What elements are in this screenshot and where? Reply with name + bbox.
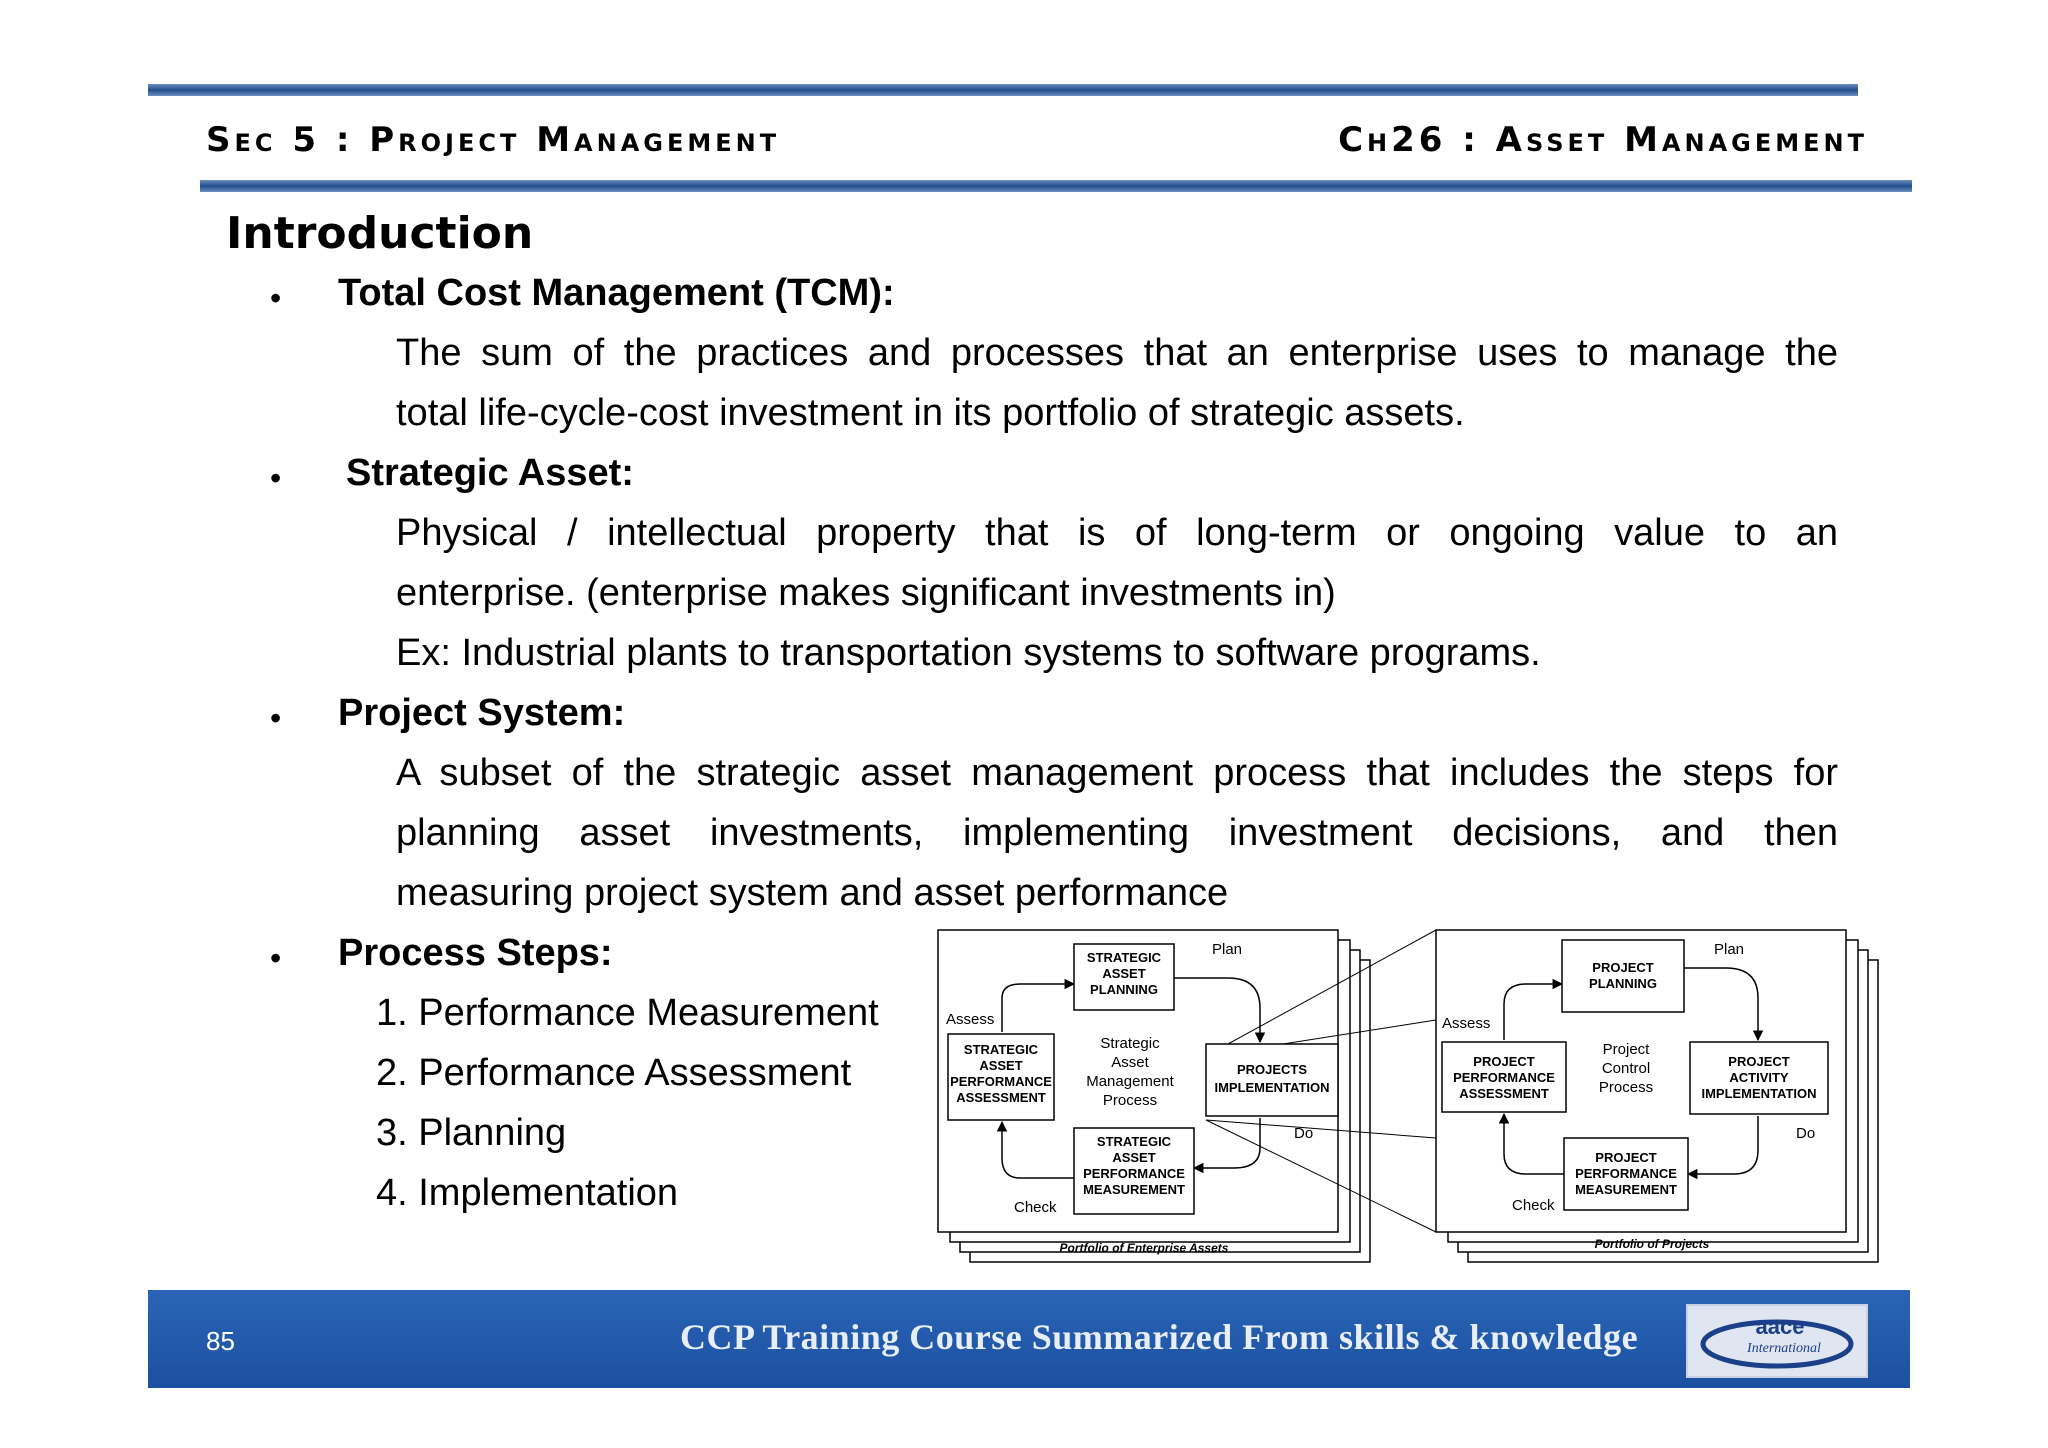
svg-text:Check: Check	[1512, 1197, 1555, 1214]
system-line-3: measuring project system and asset performance	[396, 872, 1229, 914]
svg-text:PROJECTPLANNING: PROJECT PLANNING	[1589, 960, 1657, 991]
slide-title: Introduction	[226, 208, 534, 259]
asset-line-2: enterprise. (enterprise makes significant investments in)	[396, 572, 1336, 614]
svg-text:aace: aace	[1755, 1314, 1805, 1339]
asset-management-diagram	[934, 928, 1884, 1274]
system-line-2: planning asset investments, implementing investment decisions, and then	[396, 812, 1838, 854]
system-line-1: A subset of the strategic asset management process that includes the steps for	[396, 752, 1838, 794]
svg-text:ProjectControlProcess: Project Control Process	[1598, 1041, 1654, 1096]
svg-text:Assess: Assess	[946, 1011, 995, 1028]
bullet-icon: •	[270, 700, 282, 736]
svg-text:PROJECTPERFORMANCEASSESSMENT: PROJECT PERFORMANCE ASSESSMENT	[1453, 1054, 1555, 1101]
term-project-system: Project System:	[338, 692, 626, 734]
step-4: 4. Implementation	[376, 1172, 679, 1214]
tcm-line-2: total life-cycle-cost investment in its portfolio of strategic assets.	[396, 392, 1465, 434]
aace-logo	[1686, 1304, 1868, 1378]
svg-text:Do: Do	[1294, 1125, 1314, 1142]
svg-text:PROJECTACTIVITYIMPLEMENTATION: PROJECT ACTIVITY IMPLEMENTATION	[1701, 1054, 1817, 1101]
svg-text:Plan: Plan	[1714, 941, 1745, 958]
svg-text:STRATEGICASSETPLANNING: STRATEGIC ASSET PLANNING	[1086, 950, 1162, 997]
term-tcm: Total Cost Management (TCM):	[338, 272, 895, 314]
bullet-icon: •	[270, 280, 282, 316]
bullet-icon: •	[270, 940, 282, 976]
header-rule-top	[148, 84, 1858, 96]
svg-text:Plan: Plan	[1212, 941, 1243, 958]
svg-text:STRATEGICASSETPERFORMANCEMEASU: STRATEGIC ASSET PERFORMANCE MEASUREMENT	[1083, 1134, 1185, 1197]
svg-text:Portfolio of Projects: Portfolio of Projects	[1594, 1237, 1710, 1251]
svg-text:International: International	[1747, 1341, 1821, 1356]
header-rule-bottom	[200, 180, 1912, 192]
footer-bar	[148, 1290, 1910, 1388]
term-process-steps: Process Steps:	[338, 932, 613, 974]
footer-text: CCP Training Course Summarized From skills & knowledge	[680, 1317, 1639, 1357]
svg-text:PROJECTSIMPLEMENTATION: PROJECTS IMPLEMENTATION	[1214, 1062, 1330, 1095]
svg-text:Assess: Assess	[1442, 1015, 1491, 1032]
svg-text:Do: Do	[1796, 1125, 1816, 1142]
aace-logo-icon	[1688, 1306, 1866, 1376]
step-1: 1. Performance Measurement	[376, 992, 879, 1034]
svg-text:Check: Check	[1014, 1199, 1057, 1216]
asset-line-1: Physical / intellectual property that is of long-term or ongoing value to an	[396, 512, 1838, 554]
svg-text:STRATEGICASSETPERFORMANCEASSES: STRATEGIC ASSET PERFORMANCE ASSESSMENT	[950, 1042, 1052, 1105]
svg-text:Portfolio of Enterprise Assets: Portfolio of Enterprise Assets	[1059, 1241, 1229, 1255]
svg-text:PROJECTPERFORMANCEMEASUREMENT: PROJECT PERFORMANCE MEASUREMENT	[1575, 1150, 1677, 1197]
step-3: 3. Planning	[376, 1112, 567, 1154]
term-strategic-asset: Strategic Asset:	[346, 452, 634, 494]
svg-text:StrategicAssetManagementProces: Strategic Asset Management Process	[1086, 1035, 1174, 1109]
asset-line-3: Ex: Industrial plants to transportation systems to software programs.	[396, 632, 1541, 674]
page-number: 85	[206, 1326, 235, 1356]
chapter-header: Ch26 : Asset Management	[1338, 120, 1868, 160]
section-header: Sec 5 : Project Management	[206, 120, 781, 160]
bullet-icon: •	[270, 460, 282, 496]
step-2: 2. Performance Assessment	[376, 1052, 852, 1094]
tcm-line-1: The sum of the practices and processes that an enterprise uses to manage the	[396, 332, 1838, 374]
